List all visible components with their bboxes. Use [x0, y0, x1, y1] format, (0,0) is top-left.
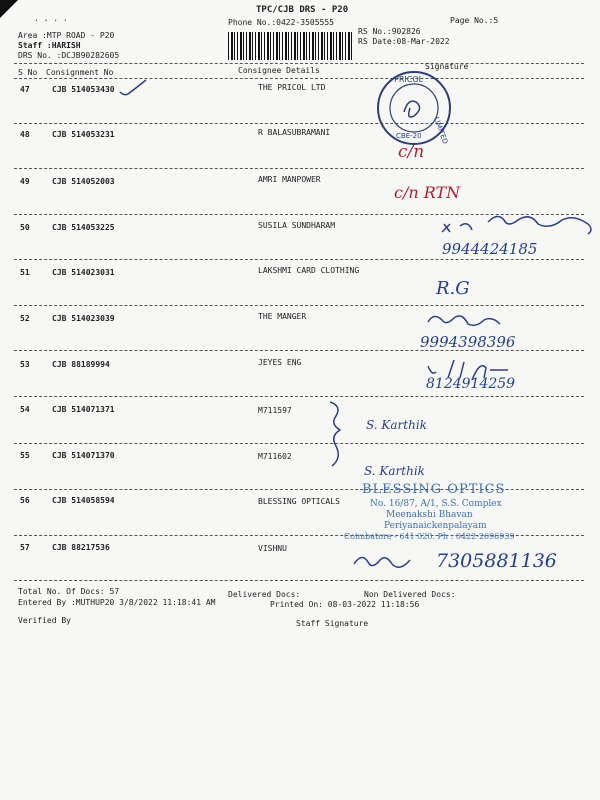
row-consignee: BLESSING OPTICALS: [258, 497, 340, 506]
svg-text:PRICOL: PRICOL: [394, 75, 424, 84]
header-rule-top: [14, 63, 584, 64]
row-sno: 57: [20, 543, 30, 552]
signature-row51: R.G: [436, 278, 470, 299]
row-consignment: CJB 514053430: [52, 85, 115, 94]
row-sno: 48: [20, 130, 30, 139]
row-sno: 47: [20, 85, 30, 94]
row-sno: 50: [20, 223, 30, 232]
stamp-business-name: BLESSING OPTICS: [362, 482, 506, 497]
handwritten-phone-r52: 9994398396: [420, 333, 516, 351]
row-consignment: CJB 88217536: [52, 543, 110, 552]
company-seal-icon: [374, 68, 454, 148]
area-label: Area :MTP ROAD - P20: [18, 31, 115, 40]
checkmark-icon: [118, 78, 148, 100]
row-divider: [14, 259, 584, 260]
col-consignment: Consignment No: [46, 68, 114, 77]
barcode: [228, 32, 353, 60]
printed-on: Printed On: 08-03-2022 11:18:56: [270, 600, 420, 609]
row-consignment: CJB 88189994: [52, 360, 110, 369]
row-consignment: CJB 514053225: [52, 223, 115, 232]
row-sno: 53: [20, 360, 30, 369]
row-consignment: CJB 514023039: [52, 314, 115, 323]
handwritten-phone-r57: 7305881136: [436, 550, 557, 572]
doc-title: TPC/CJB DRS - P20: [256, 5, 349, 15]
stamp-address-line2: Meenakshi Bhavan: [386, 510, 473, 520]
handwritten-name-r55: S. Karthik: [364, 464, 425, 478]
row-consignment: CJB 514071371: [52, 405, 115, 414]
row-divider: [14, 305, 584, 306]
row-consignee: AMRI MANPOWER: [258, 175, 321, 184]
row-sno: 49: [20, 177, 30, 186]
svg-text:LIMITED: LIMITED: [432, 115, 450, 146]
header-rule-bottom: [14, 78, 584, 79]
row-divider: [14, 443, 584, 444]
drs-number: DRS No. :DCJB90282605: [18, 51, 120, 60]
signature-row52: [424, 310, 504, 332]
staff-label: Staff :HARISH: [18, 41, 81, 50]
row-consignee: JEYES ENG: [258, 358, 302, 367]
bracket-mark: [326, 400, 350, 470]
row-consignee: LAKSHMI CARD CLOTHING: [258, 266, 360, 275]
signature-row50: [438, 210, 598, 244]
row-sno: 51: [20, 268, 30, 277]
row-sno: 54: [20, 405, 30, 414]
total-docs: Total No. Of Docs: 57: [18, 587, 120, 596]
row-consignee: VISHNU: [258, 544, 287, 553]
handwritten-name-r54: S. Karthik: [366, 418, 427, 432]
row-consignee: M711597: [258, 406, 292, 415]
row-consignment: CJB 514058594: [52, 496, 115, 505]
row-consignment: CJB 514023031: [52, 268, 115, 277]
row-consignment: CJB 514053231: [52, 130, 115, 139]
row-consignment: CJB 514052003: [52, 177, 115, 186]
col-consignee: Consignee Details: [238, 66, 320, 75]
signature-row57: [350, 550, 420, 576]
page-number: Page No.:5: [450, 16, 499, 25]
row-consignee: THE MANGER: [258, 312, 307, 321]
rs-date: RS Date:08-Mar-2022: [358, 37, 450, 46]
row-consignee: SUSILA SUNDHARAM: [258, 221, 336, 230]
svg-text:CBE-20: CBE-20: [396, 132, 422, 140]
row-sno: 52: [20, 314, 30, 323]
rs-number: RS No.:902826: [358, 27, 421, 36]
row-divider: [14, 168, 584, 169]
handwritten-cn-note: c/n: [398, 142, 425, 162]
col-signature: Signature: [425, 62, 469, 71]
row-consignment: CJB 514071370: [52, 451, 115, 460]
row-sno: 56: [20, 496, 30, 505]
row-divider: [14, 580, 584, 581]
row-consignee: THE PRICOL LTD: [258, 83, 326, 92]
row-consignee: M711602: [258, 452, 292, 461]
non-delivered-docs: Non Delivered Docs:: [364, 590, 456, 599]
dots-mark: . . . .: [34, 14, 68, 23]
handwritten-phone-r50: 9944424185: [442, 240, 538, 258]
row-divider: [14, 396, 584, 397]
delivered-docs: Delivered Docs:: [228, 590, 301, 599]
row-sno: 55: [20, 451, 30, 460]
scan-corner-mark: [0, 0, 18, 18]
handwritten-cn-rtn-note: c/n RTN: [394, 183, 461, 202]
col-sno: S No: [18, 68, 38, 77]
stamp-address-line4: Coimbatore - 641 020. Ph : 0422-2696939: [344, 532, 515, 541]
stamp-address-line1: No. 16/87, A/1, S.S. Complex: [370, 499, 502, 509]
row-consignee: R BALASUBRAMANI: [258, 128, 331, 137]
handwritten-phone-r53: 8124914259: [426, 376, 516, 392]
stamp-address-line3: Periyanaickenpalayam: [384, 521, 487, 531]
staff-signature-label: Staff Signature: [296, 619, 369, 628]
entered-by: Entered By :MUTHUP20 3/8/2022 11:18:41 AM: [18, 598, 216, 607]
phone-number: Phone No.:0422-3505555: [228, 18, 334, 27]
verified-by: Verified By: [18, 616, 71, 625]
row-divider: [14, 123, 584, 124]
